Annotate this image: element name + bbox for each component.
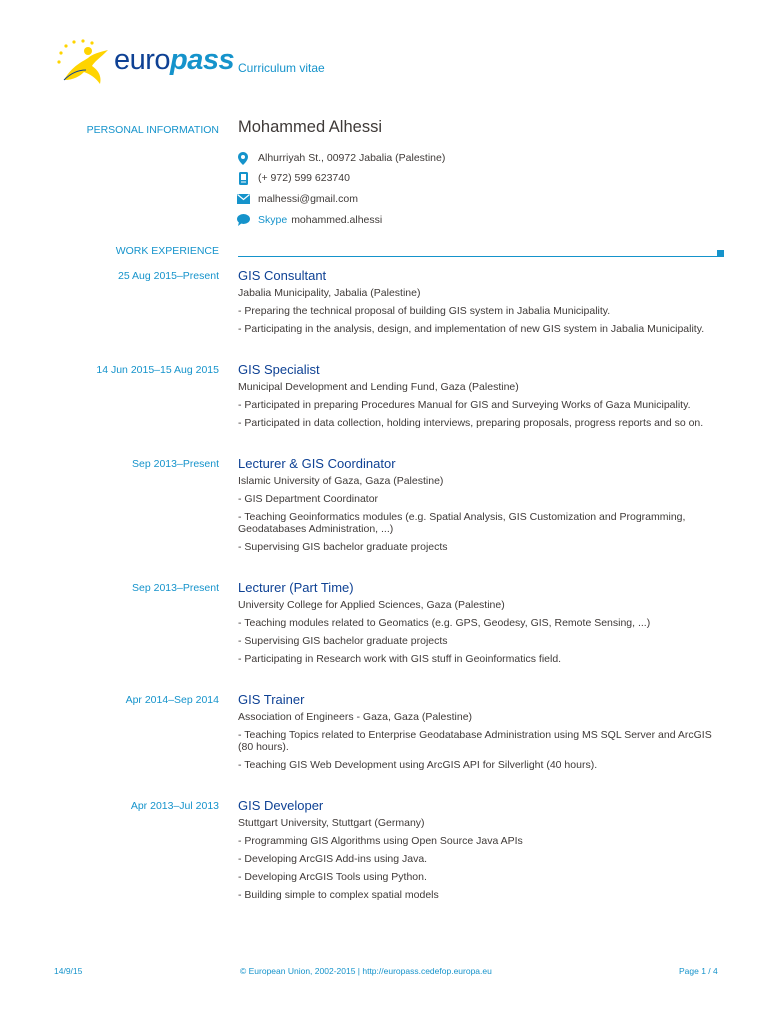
job-duty: - Supervising GIS bachelor graduate projects — [238, 635, 448, 647]
email-link[interactable]: malhessi@gmail.com — [258, 193, 358, 205]
personal-information-label: PERSONAL INFORMATION — [86, 124, 219, 136]
section-divider-marker — [717, 250, 724, 257]
job-date: Sep 2013–Present — [132, 458, 219, 470]
location-pin-icon — [236, 151, 250, 165]
mobile-phone-icon — [236, 171, 250, 185]
job-duty: - Developing ArcGIS Add-ins using Java. — [238, 853, 428, 865]
document-title: Curriculum vitae — [238, 61, 325, 75]
europass-emblem-icon — [52, 36, 122, 92]
job-date: 14 Jun 2015–15 Aug 2015 — [96, 364, 219, 376]
work-experience-label: WORK EXPERIENCE — [115, 245, 219, 257]
job-duty: - GIS Department Coordinator — [238, 493, 379, 505]
job-title: GIS Developer — [238, 798, 324, 813]
job-title: Lecturer & GIS Coordinator — [238, 456, 396, 471]
job-title: GIS Consultant — [238, 268, 327, 283]
footer-date: 14/9/15 — [54, 966, 83, 976]
job-title: GIS Trainer — [238, 692, 305, 707]
job-duty: - Participated in data collection, holding interviews, preparing proposals, progress reports and so on. — [238, 417, 704, 429]
contact-address — [236, 149, 445, 167]
job-employer: Jabalia Municipality, Jabalia (Palestine) — [238, 287, 421, 299]
footer-page-number: Page 1 / 4 — [679, 966, 718, 976]
job-duty: - Participating in Research work with GIS stuff in Geoinformatics field. — [238, 653, 562, 665]
contact-skype — [236, 211, 382, 229]
job-duty: - Teaching Geoinformatics modules (e.g. Spatial Analysis, GIS Customization and Programming, Geodatabases Administration, ...) — [238, 511, 686, 535]
phone-text: (+ 972) 599 623740 — [258, 172, 350, 184]
job-duty: - Preparing the technical proposal of building GIS system in Jabalia Municipality. — [238, 305, 611, 317]
job-date: 25 Aug 2015–Present — [117, 270, 219, 282]
job-title: Lecturer (Part Time) — [238, 580, 354, 595]
address-text: Alhurriyah St., 00972 Jabalia (Palestine) — [258, 152, 446, 164]
person-name: Mohammed Alhessi — [238, 118, 382, 136]
job-employer: Islamic University of Gaza, Gaza (Palestine) — [238, 475, 444, 487]
job-employer: Stuttgart University, Stuttgart (Germany) — [238, 817, 425, 829]
contact-email — [236, 190, 358, 208]
job-duty: - Participated in preparing Procedures Manual for GIS and Surveying Works of Gaza Municipality. — [238, 399, 691, 411]
job-duty: - Teaching GIS Web Development using ArcGIS API for Silverlight (40 hours). — [238, 759, 598, 771]
job-title: GIS Specialist — [238, 362, 320, 377]
europass-logo — [52, 36, 235, 92]
job-duty: - Participating in the analysis, design, and implementation of new GIS system in Jabalia Municipality. — [238, 323, 705, 335]
job-date: Apr 2014–Sep 2014 — [125, 694, 219, 706]
skype-label: Skype — [258, 214, 288, 226]
section-divider — [238, 256, 720, 257]
job-duty: - Building simple to complex spatial models — [238, 889, 439, 901]
chat-bubble-icon — [236, 213, 250, 227]
contact-phone — [236, 169, 350, 187]
skype-handle: mohammed.alhessi — [291, 214, 383, 226]
job-employer: University College for Applied Sciences, Gaza (Palestine) — [238, 599, 505, 611]
job-duty: - Programming GIS Algorithms using Open Source Java APIs — [238, 835, 523, 847]
job-duty: - Teaching Topics related to Enterprise Geodatabase Administration using MS SQL Server and ArcGIS (80 hours). — [238, 729, 712, 753]
job-date: Apr 2013–Jul 2013 — [130, 800, 219, 812]
footer-copyright: © European Union, 2002-2015 | http://europass.cedefop.europa.eu — [240, 966, 492, 976]
envelope-icon — [236, 192, 250, 206]
logo-wordmark: europass — [114, 44, 235, 76]
job-duty: - Teaching modules related to Geomatics (e.g. GPS, Geodesy, GIS, Remote Sensing, ...) — [238, 617, 651, 629]
job-employer: Association of Engineers - Gaza, Gaza (Palestine) — [238, 711, 473, 723]
job-employer: Municipal Development and Lending Fund, Gaza (Palestine) — [238, 381, 519, 393]
job-duty: - Supervising GIS bachelor graduate projects — [238, 541, 448, 553]
job-duty: - Developing ArcGIS Tools using Python. — [238, 871, 427, 883]
job-date: Sep 2013–Present — [132, 582, 219, 594]
